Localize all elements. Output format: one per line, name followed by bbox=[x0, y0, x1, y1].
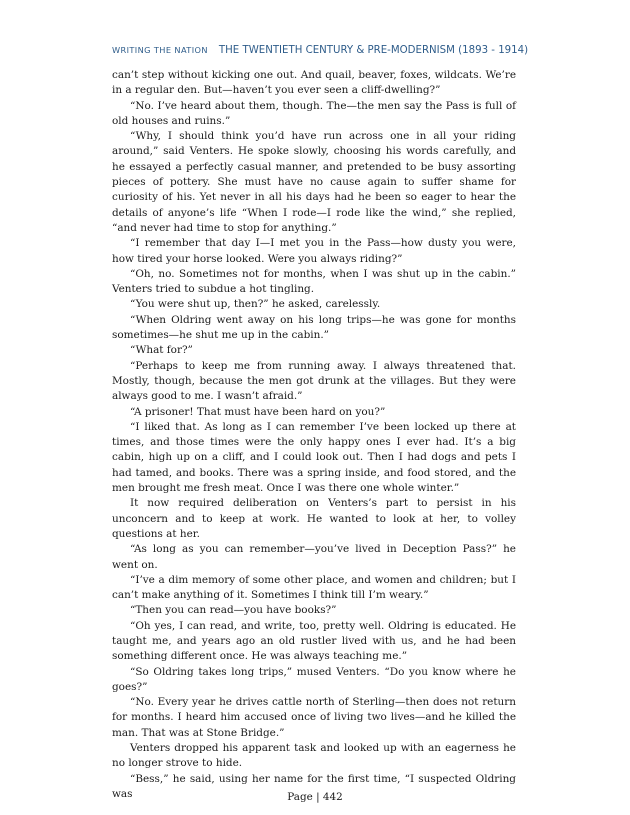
paragraph: It now required deliberation on Venters’s part to persist in his unconcern and to keep at work. He wanted to look at her, to volley questions at her. bbox=[112, 497, 516, 540]
paragraph: “When Oldring went away on his long trips—he was gone for months sometimes—he shut me up in the cabin.” bbox=[112, 313, 516, 342]
header-section-title: WRITING THE NATION bbox=[112, 45, 208, 55]
paragraph: “What for?” bbox=[130, 344, 193, 357]
paragraph: “No. Every year he drives cattle north of Sterling—then does not return for months. I heard him accused once of living two lives—and he killed the man. That was at Stone Bridge.” bbox=[112, 696, 516, 739]
running-header bbox=[112, 38, 532, 57]
paragraph: “You were shut up, then?” he asked, carelessly. bbox=[130, 298, 381, 311]
paragraph: “No. I’ve heard about them, though. The—the men say the Pass is full of old houses and ruins.” bbox=[112, 99, 516, 127]
paragraph: “So Oldring takes long trips,” mused Venters. “Do you know where he goes?” bbox=[112, 665, 516, 693]
paragraph: “Oh, no. Sometimes not for months, when I was shut up in the cabin.” Venters tried to subdue a hot tingling. bbox=[112, 267, 516, 296]
page-number: Page | 442 bbox=[287, 791, 343, 803]
paragraph: “I liked that. As long as I can remember I’ve been locked up there at times, and those times were the only happy ones I ever had. It’s a big cabin, high up on a cliff, and I could look out. Then I had dogs and pets I had tamed, and books. There was a spring inside, and food stored, and the men brought me fresh meat. Once I was there one whole winter.” bbox=[112, 420, 516, 495]
paragraph: “I’ve a dim memory of some other place, and women and children; but I can’t make anything of it. Sometimes I think till I’m weary.” bbox=[112, 573, 516, 602]
paragraph: “Oh yes, I can read, and write, too, pretty well. Oldring is educated. He taught me, and years ago an old rustler lived with us, and he had been something different once. He was always teaching me.” bbox=[112, 619, 516, 663]
paragraph: Venters dropped his apparent task and looked up with an eagerness he no longer strove to hide. bbox=[112, 742, 516, 770]
header-chapter-title: THE TWENTIETH CENTURY & PRE-MODERNISM (1893 - 1914) bbox=[218, 45, 529, 56]
paragraph: “As long as you can remember—you’ve lived in Deception Pass?” he went on. bbox=[112, 543, 516, 571]
body-text bbox=[112, 68, 516, 802]
paragraph: “Then you can read—you have books?” bbox=[130, 604, 337, 617]
paragraph: “I remember that day I—I met you in the Pass—how dusty you were, how tired your horse looked. Were you always riding?” bbox=[112, 237, 516, 265]
paragraph: “Bess,” he said, using her name for the first time, “I suspected Oldring was bbox=[112, 772, 516, 800]
paragraph: “Why, I should think you’d have run across one in all your riding around,” said Venters. He spoke slowly, choosing his words carefully, and he essayed a perfectly casual manner, and pretended to be busy assorting pieces of pottery. She must have no cause again to suffer shame for curiosity of his. Yet never in all his days had he been so eager to hear the details of anyone’s life “When I rode—I rode like the wind,” she replied, “and never had time to stop for anything.” bbox=[112, 130, 516, 234]
paragraph: “A prisoner! That must have been hard on you?” bbox=[130, 405, 386, 418]
paragraph-continuation: can’t step without kicking one out. And quail, beaver, foxes, wildcats. We’re in a regular den. But—haven’t you ever seen a cliff-dwelling?” bbox=[112, 69, 516, 97]
paragraph: “Perhaps to keep me from running away. I always threatened that. Mostly, though, because the men got drunk at the villages. But they were always good to me. I wasn’t afraid.” bbox=[112, 359, 516, 403]
